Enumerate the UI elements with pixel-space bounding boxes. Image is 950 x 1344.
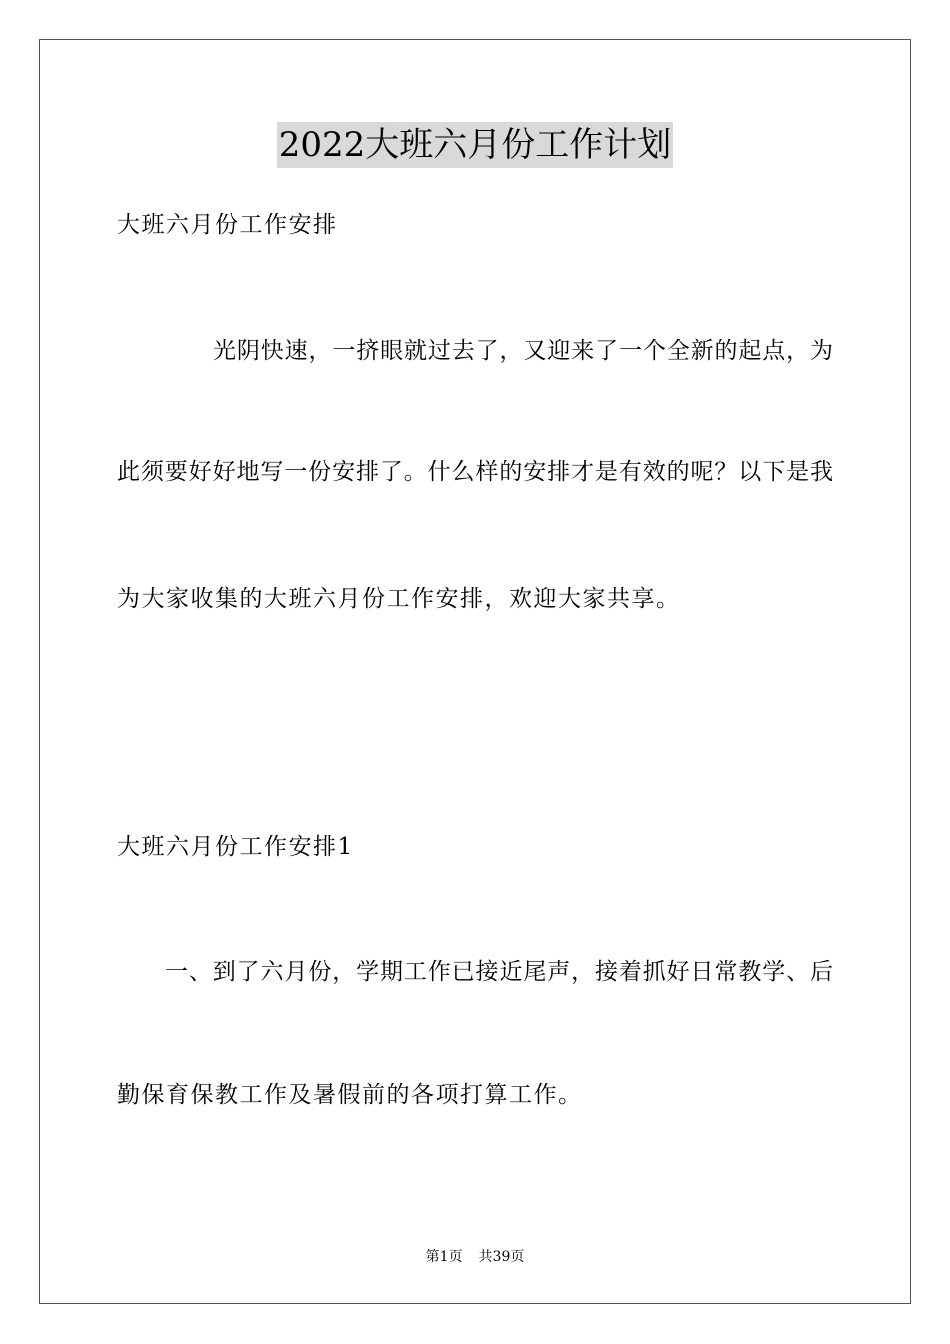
title-container <box>0 122 950 168</box>
paragraph-line: 一、到了六月份，学期工作已接近尾声，接着抓好日常教学、后 <box>165 959 833 985</box>
page-number: 第1页 <box>425 1249 463 1265</box>
paragraph-line: 光阴快速，一挤眼就过去了，又迎来了一个全新的起点，为 <box>213 338 833 364</box>
paragraph-line: 此须要好好地写一份安排了。什么样的安排才是有效的呢？以下是我 <box>117 459 833 485</box>
section-heading: 大班六月份工作安排1 <box>117 834 354 860</box>
paragraph-line: 勤保育保教工作及暑假前的各项打算工作。 <box>117 1082 583 1108</box>
section-heading: 大班六月份工作安排 <box>117 212 338 238</box>
paragraph-line: 为大家收集的大班六月份工作安排，欢迎大家共享。 <box>117 586 681 612</box>
document-title: 2022大班六月份工作计划 <box>277 122 674 168</box>
page-footer <box>0 1248 950 1266</box>
page-total: 共39页 <box>478 1249 525 1265</box>
